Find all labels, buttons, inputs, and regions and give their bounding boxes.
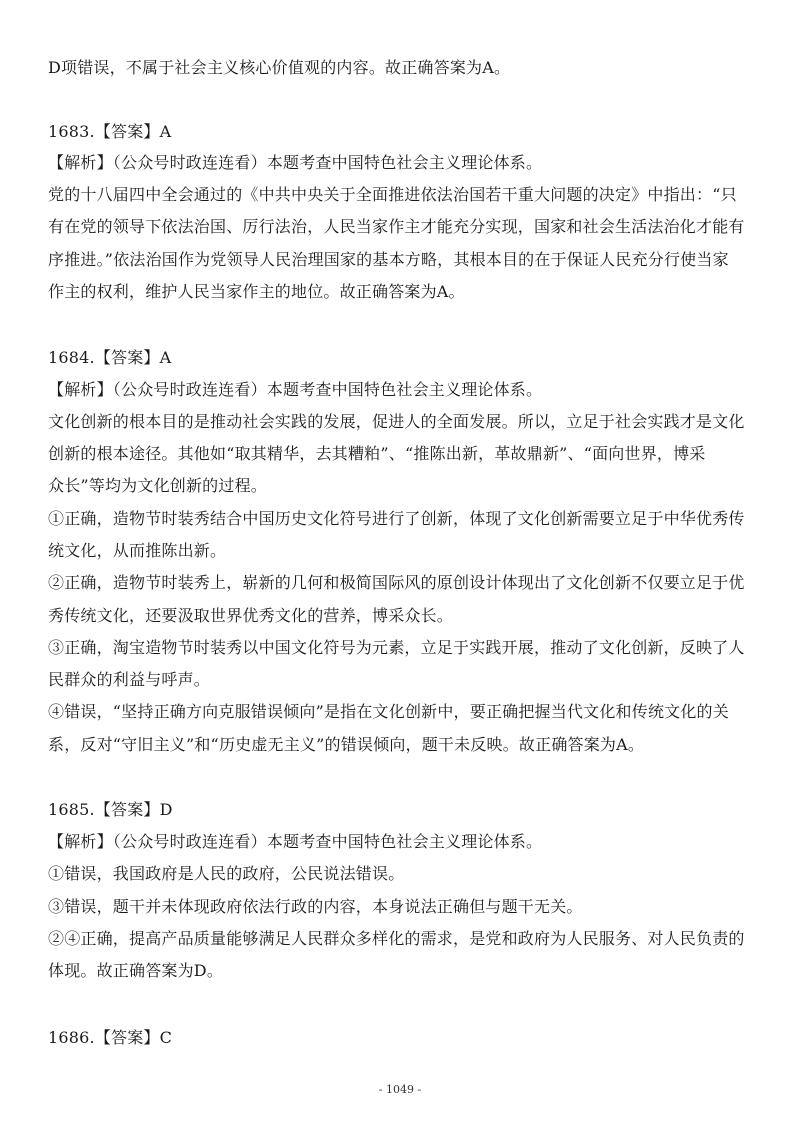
- text-line: 作主的权利，维护人民当家作主的地位。故正确答案为A。: [48, 282, 465, 301]
- text-line: 文化创新的根本目的是推动社会实践的发展，促进人的全面发展。所以，立足于社会实践才是文化: [48, 412, 745, 431]
- text-line: D项错误，不属于社会主义核心价值观的内容。故正确答案为A。: [48, 58, 511, 77]
- page-number: - 1049 -: [378, 1083, 422, 1096]
- text-line: ①正确，造物节时装秀结合中国历史文化符号进行了创新，体现了文化创新需要立足于中华优秀传: [48, 509, 745, 528]
- answer-heading: 1686.【答案】C: [48, 1028, 173, 1047]
- text-line: ②正确，造物节时装秀上，崭新的几何和极简国际风的原创设计体现出了文化创新不仅要立足于优: [48, 573, 745, 592]
- text-line: 秀传统文化，还要汲取世界优秀文化的营养，博采众长。: [48, 606, 454, 625]
- text-line: ①错误，我国政府是人民的政府，公民说法错误。: [48, 864, 405, 883]
- text-line: 序推进。”依法治国作为党领导人民治理国家的基本方略，其根本目的在于保证人民充分行使当家: [48, 250, 729, 269]
- analysis-line: 【解析】（公众号时政连连看）本题考查中国特色社会主义理论体系。: [48, 832, 543, 851]
- text-line: 有在党的领导下依法治国、厉行法治，人民当家作主才能充分实现，国家和社会生活法治化才能有: [48, 217, 745, 236]
- text-line: ②④正确，提高产品质量能够满足人民群众多样化的需求，是党和政府为人民服务、对人民负责的: [48, 929, 745, 948]
- text-line: 众长”等均为文化创新的过程。: [48, 476, 267, 495]
- analysis-line: 【解析】（公众号时政连连看）本题考查中国特色社会主义理论体系。: [48, 153, 543, 172]
- text-line: ③错误，题干并未体现政府依法行政的内容，本身说法正确但与题干无关。: [48, 897, 583, 916]
- text-line: ④错误，“坚持正确方向克服错误倾向”是指在文化创新中，要正确把握当代文化和传统文化的关: [48, 702, 729, 721]
- text-line: ③正确，淘宝造物节时装秀以中国文化符号为元素，立足于实践开展，推动了文化创新，反映了人: [48, 638, 745, 657]
- answer-heading: 1685.【答案】D: [48, 800, 173, 819]
- answer-heading: 1683.【答案】A: [48, 122, 172, 141]
- text-line: 统文化，从而推陈出新。: [48, 541, 227, 560]
- text-line: 体现。故正确答案为D。: [48, 961, 224, 980]
- text-line: 创新的根本途径。其他如“取其精华，去其糟粕”、“推陈出新，革故鼎新”、“面向世界，博采: [48, 444, 706, 463]
- text-line: 系，反对“守旧主义”和“历史虚无主义”的错误倾向，题干未反映。故正确答案为A。: [48, 735, 645, 754]
- text-line: 民群众的利益与呼声。: [48, 670, 211, 689]
- text-line: 党的十八届四中全会通过的《中共中央关于全面推进依法治国若干重大问题的决定》中指出：“只: [48, 185, 737, 204]
- analysis-line: 【解析】（公众号时政连连看）本题考查中国特色社会主义理论体系。: [48, 380, 543, 399]
- answer-heading: 1684.【答案】A: [48, 348, 172, 367]
